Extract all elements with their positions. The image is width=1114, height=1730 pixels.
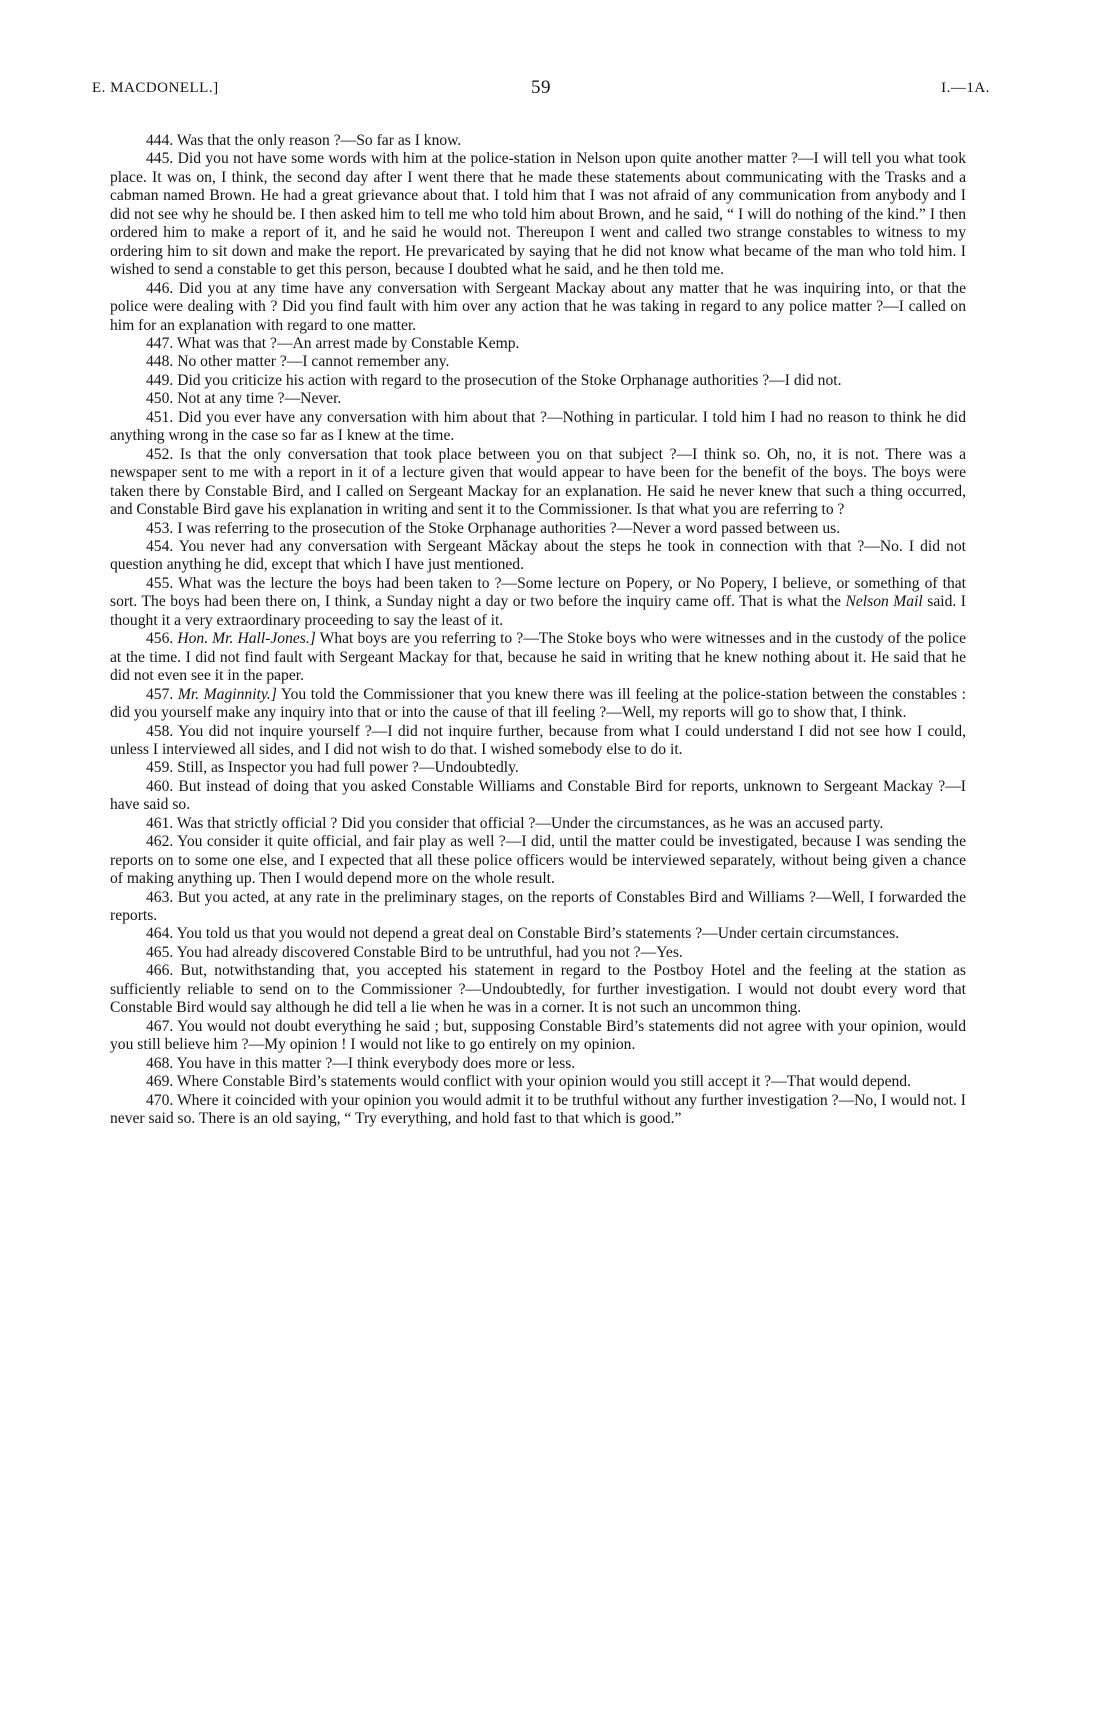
question-448: 448. No other matter ?—I cannot remember any. [146, 353, 450, 371]
question-464: 464. You told us that you would not depend a great deal on Constable Bird’s statements ?—Under certain circumstances. [146, 925, 900, 943]
speaker-name: Mr. Maginnity.] [177, 685, 277, 703]
question-462: 462. You consider it quite official, and fair play as well ?—I did, until the matter could be investigated, because I was sending the reports on to some one else, and I expected that all these police officers would be interviewed separately, without being given a chance of making anything up. Then I would depend more on the whole result. [110, 833, 966, 888]
running-header [92, 77, 990, 104]
question-450: 450. Not at any time ?—Never. [146, 390, 342, 408]
question-444: 444. Was that the only reason ?—So far as I know. [146, 132, 462, 149]
question-452: 452. Is that the only conversation that took place between you on that subject ?—I think so. Oh, no, it is not. There was a newspaper sent to me with a report in it of a lecture given that would appear to have been for the benefit of the boys. The boys were taken there by Constable Bird, and I called on Sergeant Mackay for an explanation. He said he never knew that such a thing occurred, and Constable Bird gave his explanation in writing and sent it to the Commissioner. Is that what you are referring to ? [110, 445, 966, 519]
question-465: 465. You had already discovered Constable Bird to be untruthful, had you not ?—Yes. [146, 943, 683, 961]
header-paper-reference: I.—1A. [941, 80, 990, 96]
question-445: 445. Did you not have some words with him at the police-station in Nelson upon quite another matter ?—I will tell you what took place. It was on, I think, the second day after I went there that he made these statements about communicating with the Trasks and a cabman named Brown. He had a great grievance about that. I told him that I was not afraid of any communication from anybody and I did not see why he should be. I then asked him to tell me who told him about Brown, and he said, “ I will do nothing of the kind.” I then ordered him to make a report of it, and he said he would not. Thereupon I went and called two strange constables to witness to my ordering him to sit down and make the report. He prevaricated by saying that he did not know what became of the man who told him. I wished to send a constable to get this person, because I doubted what he said, and he then told me. [110, 150, 966, 279]
question-467: 467. You would not doubt everything he said ; but, supposing Constable Bird’s statements did not agree with your opinion, would you still believe him ?—My opinion ! I would not like to go entirely on my opinion. [110, 1017, 967, 1054]
question-457: 457. Mr. Maginnity.] You told the Commissioner that you knew there was ill feeling at the police-station between the constables : did you yourself make any inquiry into that or into the cause of that ill feeling ?—Well, my reports will go to show that, I think. [110, 685, 966, 722]
question-454: 454. You never had any conversation with Sergeant Măckay about the steps he took in connection with that ?—No. I did not question anything he did, except that which I have just mentioned. [110, 537, 966, 574]
question-449: 449. Did you criticize his action with regard to the prosecution of the Stoke Orphanage authorities ?—I did not. [146, 371, 842, 389]
question-446: 446. Did you at any time have any conversation with Sergeant Mackay about any matter that he was inquiring into, or that the police were dealing with ? Did you find fault with him over any action that he was taking in regard to any police matter ?—I called on him for an explanation with regard to one matter. [110, 279, 966, 334]
question-447: 447. What was that ?—An arrest made by Constable Kemp. [146, 334, 520, 352]
evidence-text [110, 132, 966, 1128]
page-number: 59 [531, 77, 551, 98]
header-witness-name: E. MACDONELL.] [92, 80, 219, 96]
newspaper-title: Nelson Mail [845, 593, 923, 611]
question-458: 458. You did not inquire yourself ?—I did not inquire further, because from what I could understand I did not see how I could, unless I interviewed all sides, and I did not wish to do that. I wished somebody else to do it. [110, 722, 966, 758]
question-453: 453. I was referring to the prosecution of the Stoke Orphanage authorities ?—Never a word passed between us. [146, 519, 841, 537]
question-456: 456. Hon. Mr. Hall-Jones.] What boys are you referring to ?—The Stoke boys who were witnesses and in the custody of the police at the time. I did not find fault with Sergeant Mackay for that, because he said in writing that he knew nothing about it. He said that he did not even see it in the paper. [110, 630, 966, 685]
speaker-name: Hon. Mr. Hall-Jones.] [177, 630, 316, 648]
question-468: 468. You have in this matter ?—I think everybody does more or less. [146, 1054, 576, 1072]
question-466: 466. But, notwithstanding that, you accepted his statement in regard to the Postboy Hotel and the feeling at the station as sufficiently reliable to send on to the Commissioner ?—Undoubtedly, for further investigation. I would not doubt every word that Constable Bird would say although he did tell a lie when he was in a corner. It is not such an uncommon thing. [110, 962, 966, 1017]
question-469: 469. Where Constable Bird’s statements would conflict with your opinion would you still accept it ?—That would depend. [146, 1073, 911, 1091]
question-461: 461. Was that strictly official ? Did you consider that official ?—Under the circumstances, as he was an accused party. [146, 814, 884, 832]
question-459: 459. Still, as Inspector you had full power ?—Undoubtedly. [146, 759, 519, 777]
question-460: 460. But instead of doing that you asked Constable Williams and Constable Bird for reports, unknown to Sergeant Mackay ?—I have said so. [110, 777, 967, 814]
question-451: 451. Did you ever have any conversation with him about that ?—Nothing in particular. I told him I had no reason to think he did anything wrong in the case so far as I knew at the time. [110, 408, 966, 445]
question-463: 463. But you acted, at any rate in the preliminary stages, on the reports of Constables Bird and Williams ?—Well, I forwarded the reports. [110, 888, 966, 925]
question-470: 470. Where it coincided with your opinion you would admit it to be truthful without any further investigation ?—No, I would not. I never said so. There is an old saying, “ Try everything, and hold fast to that which is good.” [110, 1091, 966, 1128]
question-455: 455. What was the lecture the boys had been taken to ?—Some lecture on Popery, or No Popery, I believe, or something of that sort. The boys had been there on, I think, a Sunday night a day or two before the inquiry came off. That is what the Nelson Mail said. I thought it a very extraordinary proceeding to say the least of it. [110, 574, 967, 629]
